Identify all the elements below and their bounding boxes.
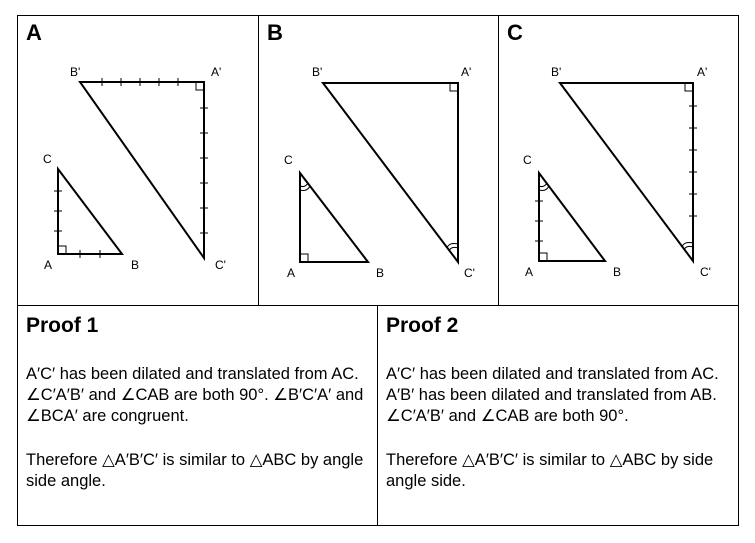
label-small-a: A <box>525 265 534 279</box>
diagram-panel-a <box>17 15 259 306</box>
panel-c-figure <box>499 16 740 307</box>
small-right-angle-marker <box>58 246 66 254</box>
label-small-c: C <box>523 153 532 167</box>
proof-1-paragraph-1: A′C′ has been dilated and translated from AC. ∠C′A′B′ and ∠CAB are both 90°. ∠B′C′A′ and ∠BCA′ are congruent. <box>26 365 364 425</box>
proof-panel-2 <box>377 305 739 526</box>
label-small-b: B <box>131 258 140 272</box>
big-right-angle-marker <box>196 82 204 90</box>
panel-letter-a: A <box>26 20 42 45</box>
label-big-b: B' <box>70 65 81 79</box>
proof-2-paragraph-1: A′C′ has been dilated and translated from AC. A′B′ has been dilated and translated from AB. ∠C′A′B′ and ∠CAB are both 90°. <box>386 365 719 425</box>
label-small-b: B <box>613 265 622 279</box>
big-triangle <box>80 82 204 258</box>
big-right-angle-marker <box>450 83 458 91</box>
big-triangle <box>323 83 458 262</box>
diagram-panel-c <box>498 15 739 306</box>
panel-b-figure <box>259 16 500 307</box>
label-small-b: B <box>376 266 385 280</box>
label-big-b: B' <box>312 65 323 79</box>
label-big-c: C' <box>700 265 711 279</box>
small-triangle <box>58 169 122 254</box>
proof-1-title: Proof 1 <box>26 314 99 337</box>
proof-1-paragraph-2: Therefore △A′B′C′ is similar to △ABC by angle side angle. <box>26 451 364 490</box>
proof-2-paragraph-2: Therefore △A′B′C′ is similar to △ABC by side angle side. <box>386 451 714 490</box>
panel-a-figure <box>18 16 260 307</box>
label-small-a: A <box>287 266 296 280</box>
label-big-a: A' <box>461 65 472 79</box>
label-big-c: C' <box>215 258 226 272</box>
panel-letter-b: B <box>267 20 283 45</box>
proof-panel-1 <box>17 305 378 526</box>
label-big-a: A' <box>697 65 708 79</box>
big-right-angle-marker <box>685 83 693 91</box>
small-right-angle-marker <box>539 253 547 261</box>
label-big-a: A' <box>211 65 222 79</box>
big-triangle <box>560 83 693 261</box>
proof-2-body <box>386 364 741 515</box>
label-big-b: B' <box>551 65 562 79</box>
diagram-panel-b <box>258 15 499 306</box>
label-small-a: A <box>44 258 53 272</box>
label-big-c: C' <box>464 266 475 280</box>
small-right-angle-marker <box>300 254 308 262</box>
proof-1-body <box>26 364 381 515</box>
label-small-c: C <box>284 153 293 167</box>
proof-2-title: Proof 2 <box>386 314 459 337</box>
label-small-c: C <box>43 152 52 166</box>
panel-letter-c: C <box>507 20 523 45</box>
